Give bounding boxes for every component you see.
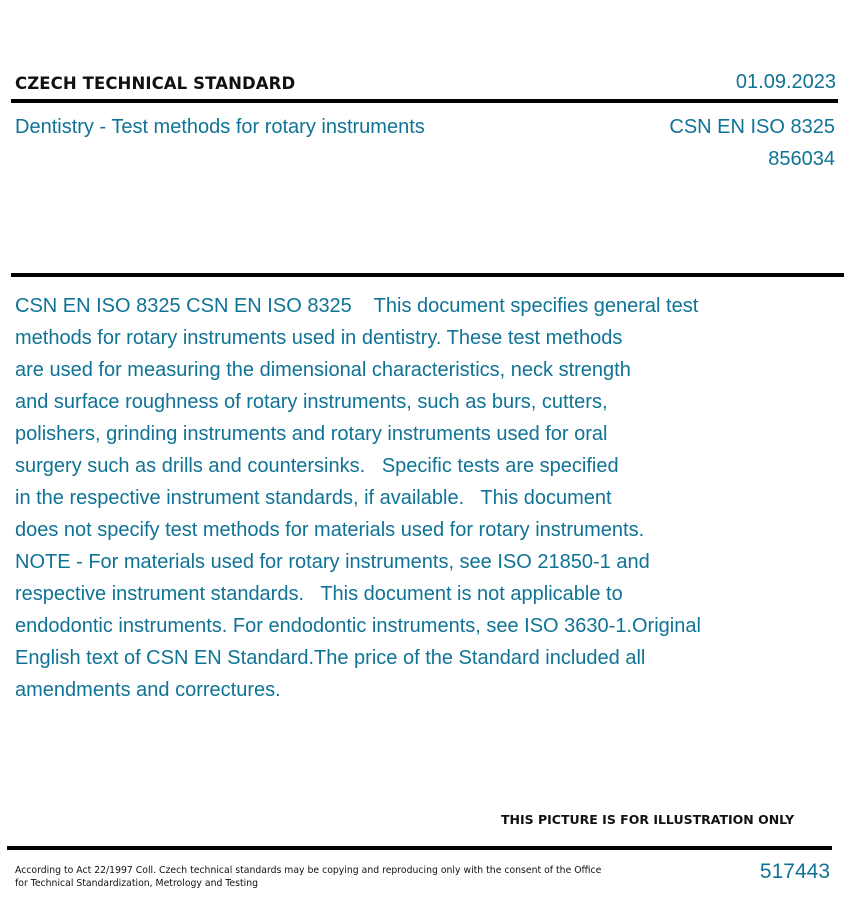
abstract-line: does not specify test methods for materials used for rotary instruments. <box>15 519 645 541</box>
abstract-line: methods for rotary instruments used in dentistry. These test methods <box>15 327 623 349</box>
publication-date: 01.09.2023 <box>735 71 836 93</box>
abstract-line: are used for measuring the dimensional characteristics, neck strength <box>15 359 631 381</box>
abstract-line: endodontic instruments. For endodontic instruments, see ISO 3630-1.Original <box>15 615 701 637</box>
abstract-line: surgery such as drills and countersinks. Specific tests are specified <box>15 455 619 477</box>
header-divider <box>11 99 838 103</box>
legal-notice <box>15 864 601 890</box>
standard-title: Dentistry - Test methods for rotary instruments <box>15 116 425 138</box>
footer-divider <box>7 846 832 850</box>
abstract-line: respective instrument standards. This document is not applicable to <box>15 583 623 605</box>
abstract-line: CSN EN ISO 8325 CSN EN ISO 8325 This document specifies general test <box>15 295 699 317</box>
standard-id: CSN EN ISO 8325 <box>669 116 835 138</box>
abstract-text <box>15 290 775 706</box>
abstract-line: and surface roughness of rotary instruments, such as burs, cutters, <box>15 391 608 413</box>
abstract-line: English text of CSN EN Standard.The price of the Standard included all <box>15 647 646 669</box>
section-divider <box>11 273 844 277</box>
illustration-note: THIS PICTURE IS FOR ILLUSTRATION ONLY <box>501 812 795 827</box>
classification-number: 856034 <box>768 148 835 170</box>
legal-notice-line: According to Act 22/1997 Coll. Czech technical standards may be copying and reproducing only with the consent of the Office <box>15 865 602 876</box>
document-number: 517443 <box>759 860 830 883</box>
abstract-line: in the respective instrument standards, if available. This document <box>15 487 612 509</box>
legal-notice-line: for Technical Standardization, Metrology and Testing <box>15 878 259 889</box>
header-label: CZECH TECHNICAL STANDARD <box>15 74 296 93</box>
abstract-line: amendments and correctures. <box>15 679 281 701</box>
abstract-line: polishers, grinding instruments and rotary instruments used for oral <box>15 423 608 445</box>
abstract-line: NOTE - For materials used for rotary instruments, see ISO 21850-1 and <box>15 551 650 573</box>
